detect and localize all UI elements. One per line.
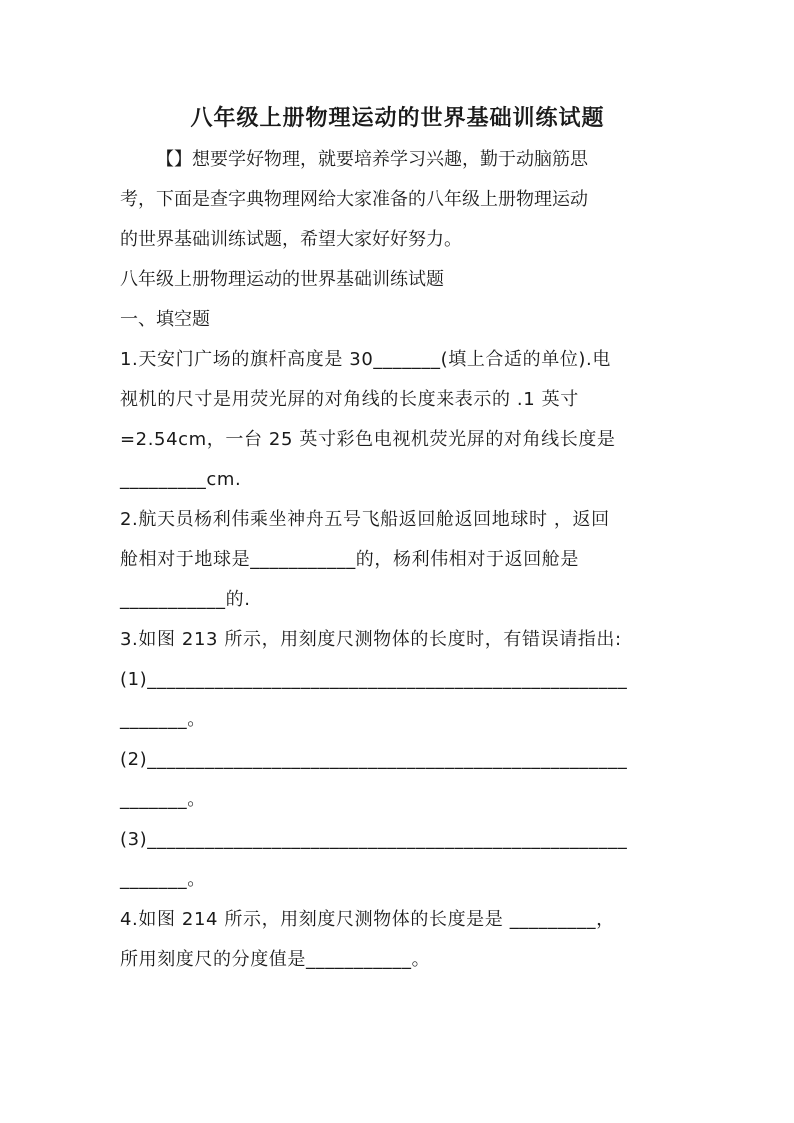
- question-3-blank-1-end: _______。: [120, 709, 206, 730]
- question-4-line-2: 所用刻度尺的分度值是___________。: [120, 949, 431, 970]
- question-2-line-1: 2.航天员杨利伟乘坐神舟五号飞船返回舱返回地球时 ，返回: [120, 509, 610, 530]
- document-page: [120, 98, 675, 980]
- question-4-line-1: 4.如图 214 所示，用刻度尺测物体的长度是是 _________，: [120, 909, 615, 930]
- question-3-blank-3: (3)__________________________________________________: [120, 829, 628, 850]
- part-heading-fill-in: 一、填空题: [120, 309, 210, 330]
- question-3-line-1: 3.如图 213 所示，用刻度尺测物体的长度时，有错误请指出:: [120, 629, 622, 650]
- question-3-blank-3-end: _______。: [120, 869, 206, 890]
- question-1-line-4: _________cm.: [120, 469, 242, 490]
- question-2-line-3: ___________的.: [120, 589, 251, 610]
- section-heading: 八年级上册物理运动的世界基础训练试题: [120, 269, 444, 290]
- document-title: 八年级上册物理运动的世界基础训练试题: [190, 105, 605, 131]
- question-2-line-2: 舱相对于地球是___________的，杨利伟相对于返回舱是: [120, 549, 579, 570]
- question-1-line-2: 视机的尺寸是用荧光屏的对角线的长度来表示的 .1 英寸: [120, 389, 579, 410]
- intro-line-3: 的世界基础训练试题，希望大家好好努力。: [120, 229, 462, 250]
- question-3-blank-2: (2)__________________________________________________: [120, 749, 628, 770]
- question-3-blank-2-end: _______。: [120, 789, 206, 810]
- question-3-blank-1: (1)__________________________________________________: [120, 669, 628, 690]
- question-1-line-3: =2.54cm，一台 25 英寸彩色电视机荧光屏的对角线长度是: [120, 429, 616, 450]
- intro-line-1: 【】想要学好物理，就要培养学习兴趣，勤于动脑筋思: [156, 149, 588, 170]
- question-1-line-1: 1.天安门广场的旗杆高度是 30_______(填上合适的单位).电: [120, 349, 611, 370]
- intro-line-2: 考，下面是查字典物理网给大家准备的八年级上册物理运动: [120, 189, 588, 210]
